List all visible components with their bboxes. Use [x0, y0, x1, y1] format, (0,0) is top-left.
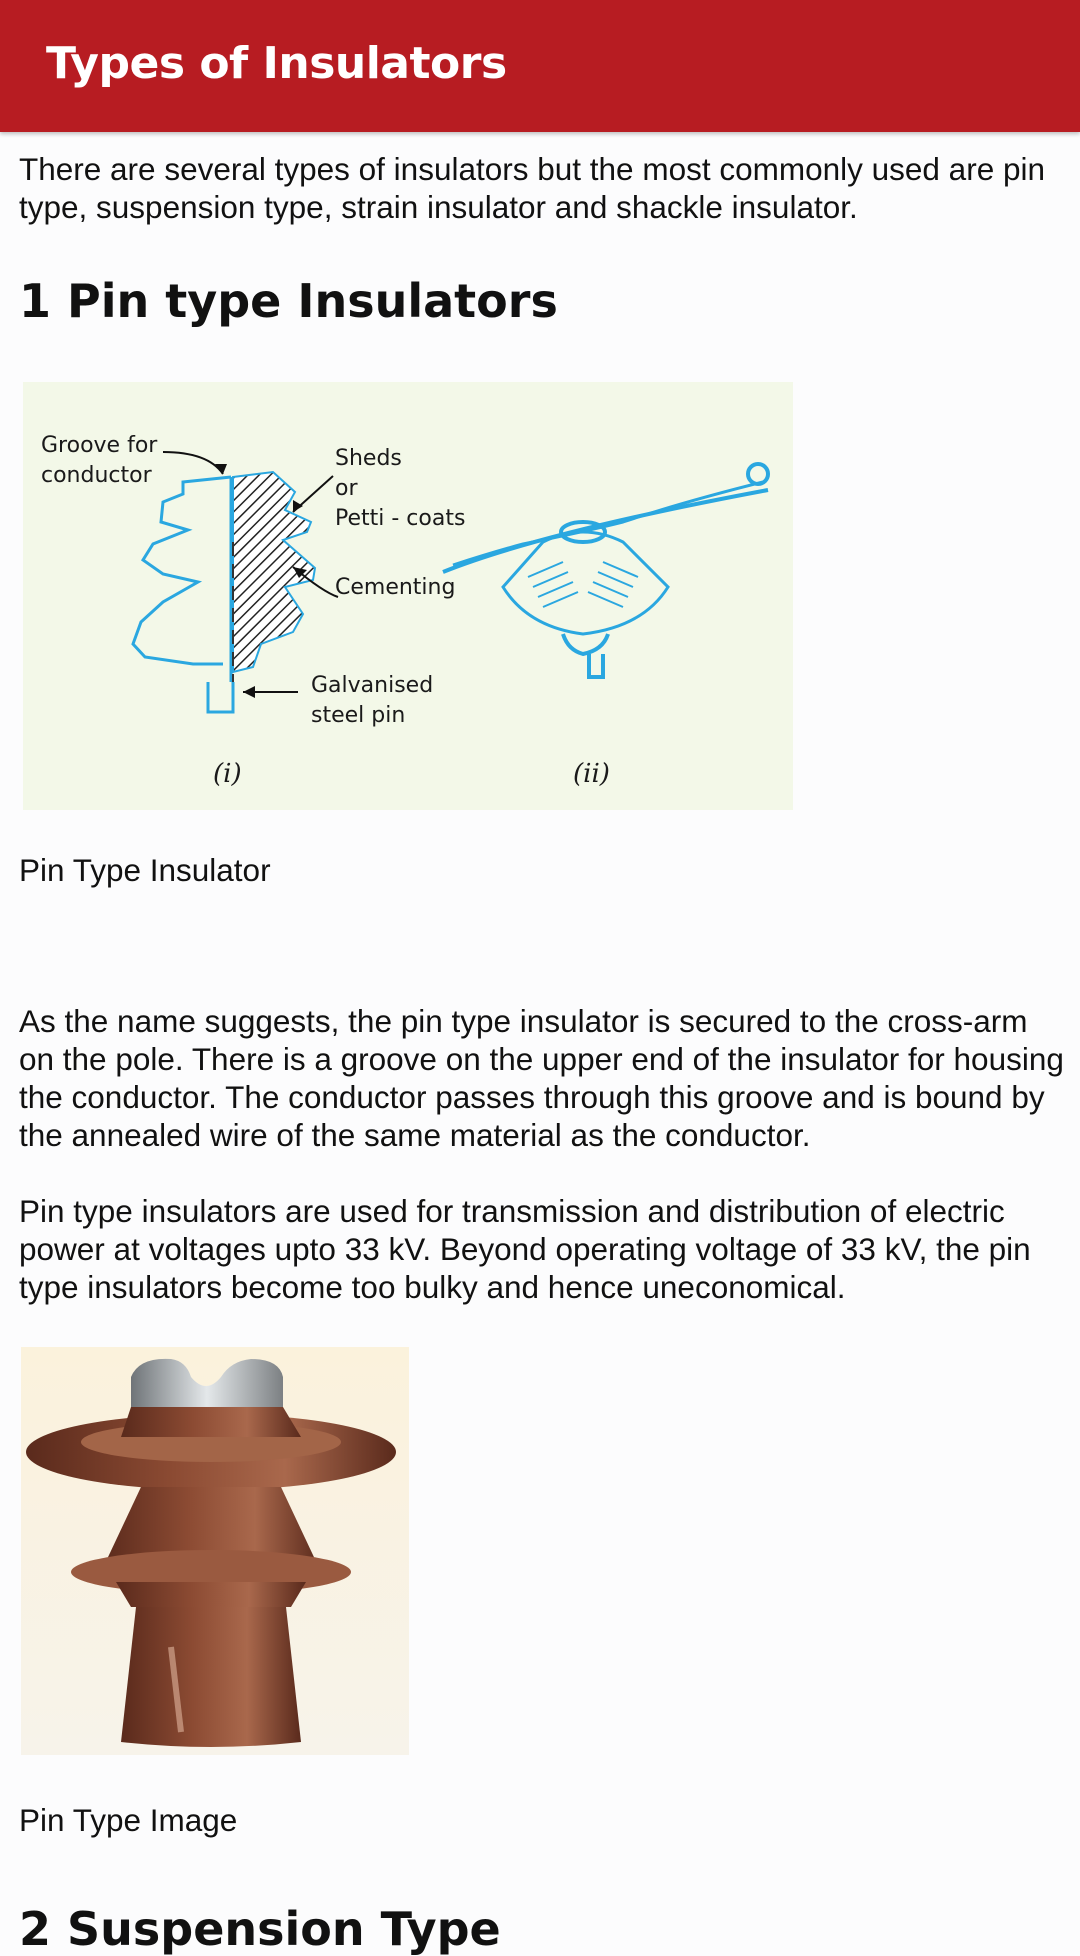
- diagram-caption: Pin Type Insulator: [19, 852, 271, 888]
- label-groove: Groove for: [41, 433, 158, 458]
- app-bar: [0, 0, 1080, 132]
- section-heading-suspension-type: 2 Suspension Type: [19, 1902, 501, 1956]
- intro-paragraph: There are several types of insulators but the most commonly used are pin type, suspension type, strain insulator and shackle insulator.: [19, 151, 1045, 225]
- photo-caption: Pin Type Image: [19, 1802, 238, 1838]
- pin-type-diagram: [23, 382, 793, 810]
- label-fig-i: (i): [213, 759, 242, 789]
- label-galvanised: Galvanised: [311, 673, 434, 698]
- label-petti-coats: Petti - coats: [335, 506, 466, 531]
- label-fig-ii: (ii): [573, 759, 610, 789]
- section-heading-pin-type: 1 Pin type Insulators: [19, 274, 558, 328]
- label-or: or: [335, 476, 358, 501]
- pin-type-photo: [21, 1347, 409, 1755]
- label-sheds: Sheds: [335, 446, 402, 471]
- pin-type-paragraph-2: Pin type insulators are used for transmission and distribution of electric power at voltages upto 33 kV. Beyond operating voltage of 33 kV, the pin type insulators become too bulky and hence uneconomical.: [19, 1193, 1031, 1305]
- label-steel-pin: steel pin: [311, 703, 406, 728]
- label-cementing: Cementing: [335, 575, 456, 600]
- page-title: Types of Insulators: [46, 38, 507, 89]
- pin-type-paragraph-1: As the name suggests, the pin type insulator is secured to the cross-arm on the pole. There is a groove on the upper end of the insulator for housing the conductor. The conductor passes through this groove and is bound by the annealed wire of the same material as the conductor.: [19, 1003, 1064, 1153]
- label-groove-2: conductor: [41, 463, 152, 488]
